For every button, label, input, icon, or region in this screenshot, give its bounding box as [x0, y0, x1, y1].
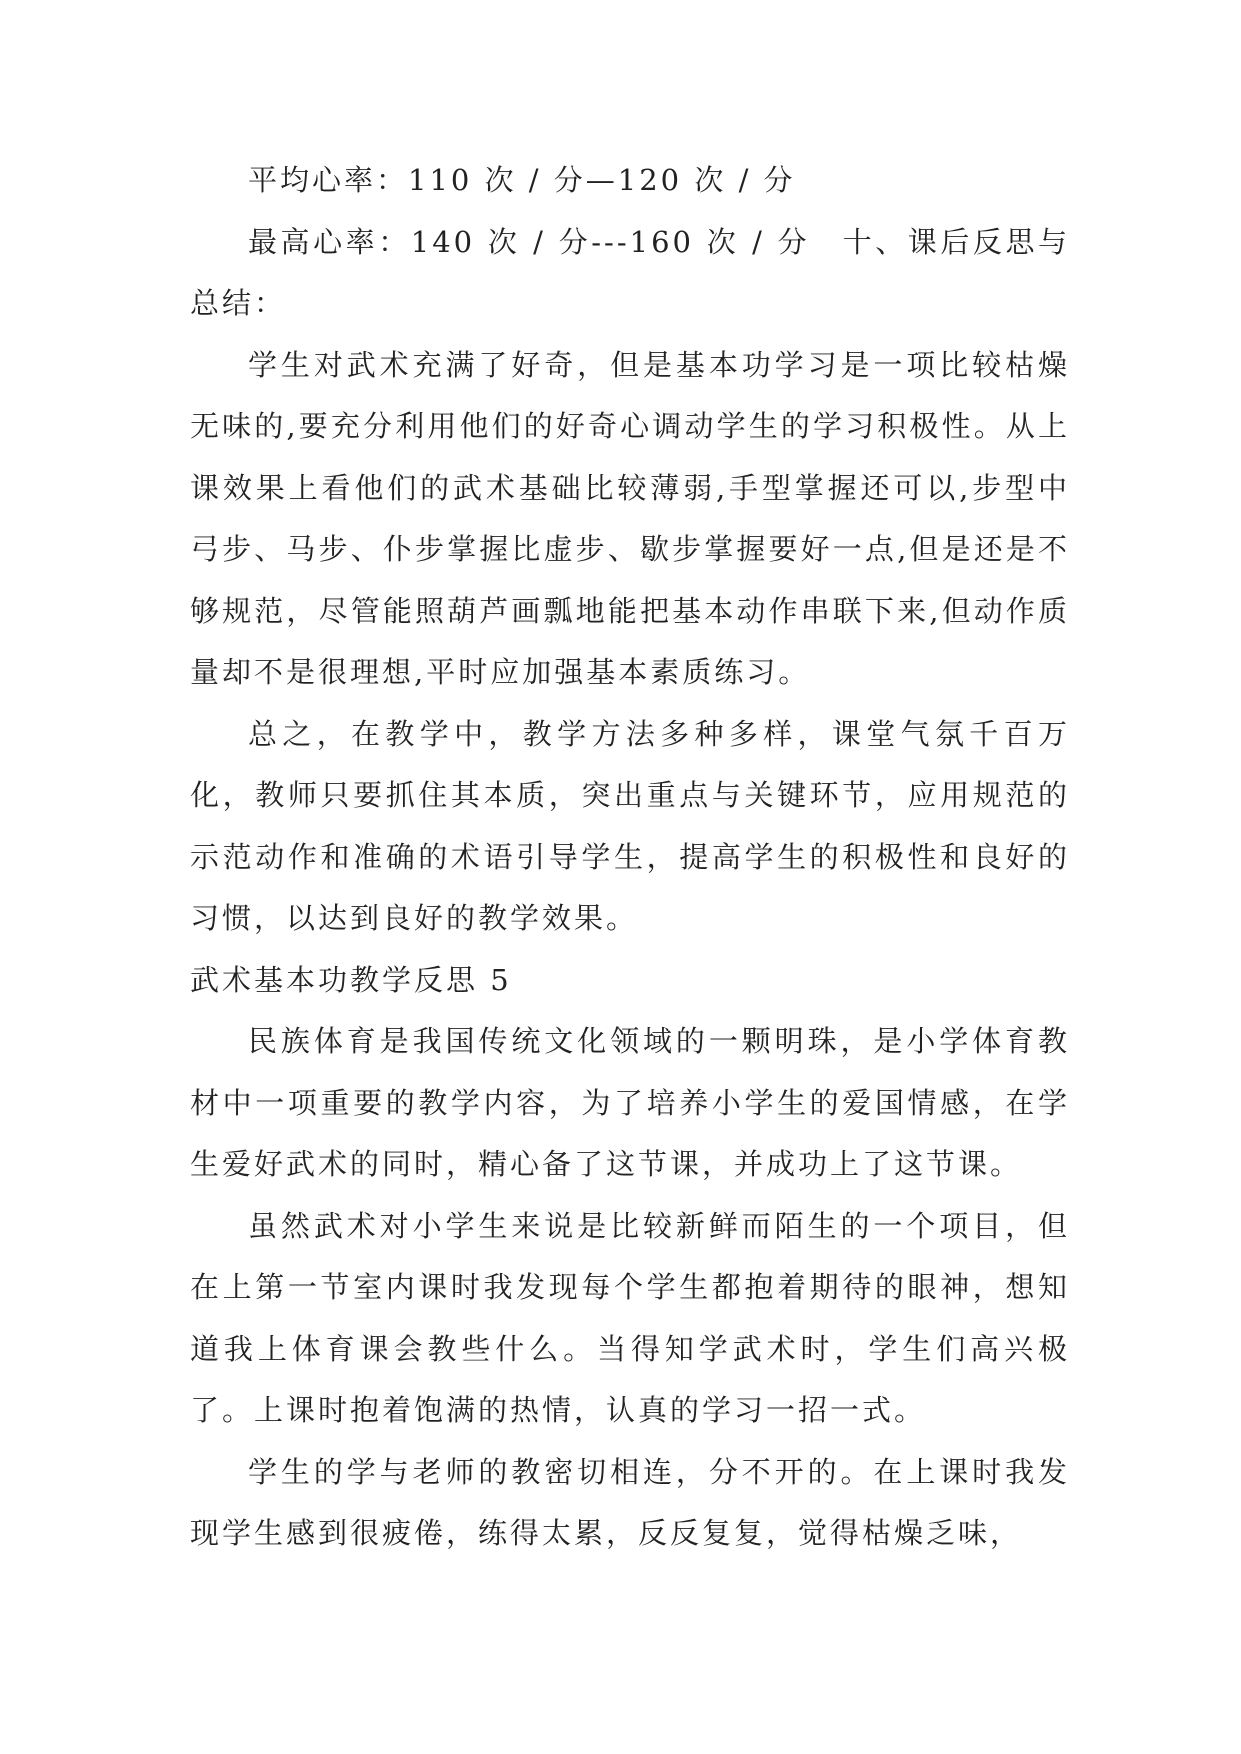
- section-title: 武术基本功教学反思 5: [190, 962, 512, 997]
- section-paragraph-1: 民族体育是我国传统文化领域的一颗明珠，是小学体育教材中一项重要的教学内容，为了培养小学生的爱国情感，在学生爱好武术的同时，精心备了这节课，并成功上了这节课。: [190, 1024, 1070, 1181]
- max-heart-rate-line: 最高心率：140 次 / 分---160 次 / 分 十、课后反思与总结：: [190, 224, 1070, 320]
- section-paragraph-3: 学生的学与老师的教密切相连，分不开的。在上课时我发现学生感到很疲倦，练得太累，反反复复，觉得枯燥乏味，: [190, 1454, 1070, 1550]
- section-paragraph-2: 虽然武术对小学生来说是比较新鲜而陌生的一个项目，但在上第一节室内课时我发现每个学生都抱着期待的眼神，想知道我上体育课会教些什么。当得知学武术时，学生们高兴极了。上课时抱着饱满的热情，认真的学习一招一式。: [190, 1208, 1070, 1427]
- document-page: [190, 150, 1070, 1565]
- avg-heart-rate-line: 平均心率：110 次 / 分—120 次 / 分: [248, 163, 796, 197]
- reflection-paragraph-1: 学生对武术充满了好奇，但是基本功学习是一项比较枯燥无味的,要充分利用他们的好奇心调动学生的学习积极性。从上课效果上看他们的武术基础比较薄弱,手型掌握还可以,步型中弓步、马步、仆步掌握比虚步、歇步掌握要好一点,但是还是不够规范，尽管能照葫芦画瓢地能把基本动作串联下来,但动作质量却不是很理想,平时应加强基本素质练习。: [190, 347, 1070, 689]
- reflection-paragraph-2: 总之，在教学中，教学方法多种多样，课堂气氛千百万化，教师只要抓住其本质，突出重点与关键环节，应用规范的示范动作和准确的术语引导学生，提高学生的积极性和良好的习惯，以达到良好的教学效果。: [190, 716, 1070, 935]
